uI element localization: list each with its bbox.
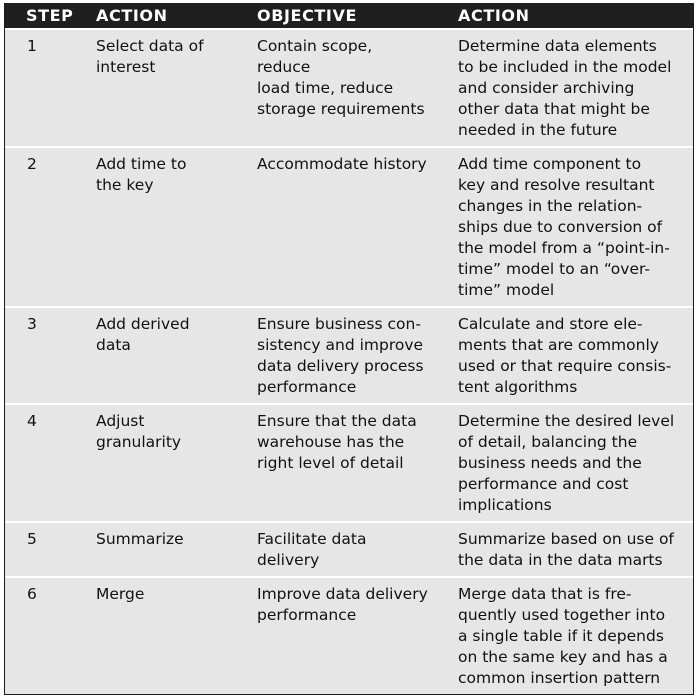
step-action: Merge xyxy=(96,585,145,603)
steps-table xyxy=(5,3,693,694)
step-number: 2 xyxy=(27,155,37,173)
step-action: Add time to the key xyxy=(96,155,187,194)
table-row xyxy=(5,404,693,522)
step-detail: Calculate and store ele- ments that are commonly used or that require consis- tent algorithms xyxy=(458,315,672,396)
step-objective: Ensure business con- sistency and improve data delivery process performance xyxy=(257,315,424,396)
header-action-detail: ACTION xyxy=(458,6,530,25)
step-number: 4 xyxy=(27,412,37,430)
step-objective: Ensure that the data warehouse has the right level of detail xyxy=(257,412,417,472)
step-objective: Accommodate history xyxy=(257,155,427,173)
step-action: Select data of interest xyxy=(96,37,204,76)
header-step: STEP xyxy=(26,6,74,25)
step-number: 3 xyxy=(27,315,37,333)
step-action: Add derived data xyxy=(96,315,190,354)
step-action: Summarize xyxy=(96,530,184,548)
table-row xyxy=(5,577,693,694)
step-objective: Facilitate data delivery xyxy=(257,530,367,569)
table-row xyxy=(5,147,693,307)
step-detail: Merge data that is fre- quently used together into a single table if it depends on the same key and has a common insertion pattern xyxy=(458,585,668,687)
process-table xyxy=(4,3,694,695)
step-objective: Contain scope, reduce load time, reduce storage requirements xyxy=(257,37,425,118)
header-objective: OBJECTIVE xyxy=(257,6,358,25)
step-number: 5 xyxy=(27,530,37,548)
header-action: ACTION xyxy=(96,6,168,25)
table-row xyxy=(5,307,693,404)
step-detail: Summarize based on use of the data in the data marts xyxy=(458,530,674,569)
step-action: Adjust granularity xyxy=(96,412,182,451)
step-number: 1 xyxy=(27,37,37,55)
step-detail: Determine data elements to be included in the model and consider archiving other data that might be needed in the future xyxy=(458,37,672,139)
step-detail: Determine the desired level of detail, balancing the business needs and the performance and cost implications xyxy=(458,412,675,514)
step-detail: Add time component to key and resolve resultant changes in the relation- ships due to conversion of the model from a “point-in- time” model to an “over- time” model xyxy=(458,155,670,299)
step-objective: Improve data delivery performance xyxy=(257,585,428,624)
step-number: 6 xyxy=(27,585,37,603)
table-header xyxy=(5,3,693,29)
header-row xyxy=(5,3,693,29)
table-row xyxy=(5,522,693,577)
table-row xyxy=(5,29,693,147)
table-body xyxy=(5,29,693,694)
